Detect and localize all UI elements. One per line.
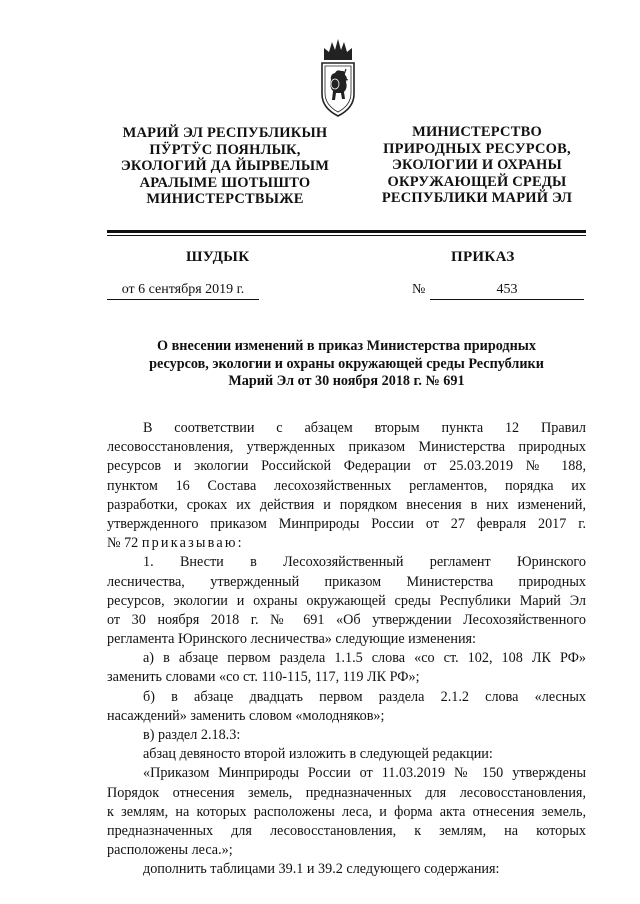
header-mari-line: МИНИСТЕРСТВЫЖЕ — [146, 191, 304, 207]
body-line: В соответствии с абзацем вторым пункта 12 Правил — [143, 420, 586, 436]
body-line: к землям, на которых расположены леса, и форма акта отнесения земель, — [107, 803, 586, 820]
header-russian-line: ОКРУЖАЮЩЕЙ СРЕДЫ — [387, 173, 567, 190]
body-line: ресурсов и экологии Российской Федерации от 25.03.2019 № 188, — [107, 458, 586, 475]
body-line: дополнить таблицами 39.1 и 39.2 следующего содержания: — [143, 861, 500, 878]
body-line: утвержденного приказом Минприроды России от 27 февраля 2017 г. — [107, 515, 586, 532]
body-line: Порядок отнесения земель, предназначенных для лесовосстановления, — [107, 784, 586, 801]
header-mari-line: МАРИЙ ЭЛ РЕСПУБЛИКЫН — [122, 125, 328, 141]
header-mari-line: ЭКОЛОГИЙ ДА ЙЫРВЕЛЫМ — [120, 158, 330, 174]
header-russian — [362, 124, 592, 207]
number-sign: № — [412, 282, 426, 297]
body-text: № 72 — [107, 535, 142, 552]
order-title-line: ресурсов, экологии и охраны окружающей среды Республики — [149, 355, 544, 372]
doc-type-russian: ПРИКАЗ — [451, 249, 515, 265]
header-russian-line: ПРИРОДНЫХ РЕСУРСОВ, — [383, 140, 571, 157]
order-title-line: О внесении изменений в приказ Министерства природных — [157, 338, 536, 354]
coat-of-arms-icon — [318, 36, 358, 120]
body-line: 1. Внести в Лесохозяйственный регламент Юринского — [143, 554, 586, 571]
body-line: разработки, сроках их действия и порядком внесения в них изменений, — [107, 496, 586, 513]
body-line: заменить словами «со ст. 110-115, 117, 119 ЛК РФ»; — [107, 669, 420, 686]
body-line: лесничества, утвержденный приказом Министерства природных — [107, 573, 586, 590]
body-line: ресурсов, экологии и охраны окружающей среды Республики Марий Эл — [107, 592, 586, 609]
body-text-spaced: приказываю: — [141, 535, 244, 552]
body-line: пунктом 16 Состава лесохозяйственных регламентов, порядка их — [107, 477, 586, 494]
body-line: насаждений» заменить словом «молодняков»; — [107, 707, 385, 724]
body-line: лесовосстановления, утвержденных приказом Министерства природных — [107, 439, 586, 456]
body-line: абзац девяносто второй изложить в следующей редакции: — [143, 746, 493, 763]
body-line: а) в абзаце первом раздела 1.1.5 слова «со ст. 102, 108 ЛК РФ» — [143, 650, 586, 667]
document-number: 453 — [430, 282, 584, 300]
header-russian-line: РЕСПУБЛИКИ МАРИЙ ЭЛ — [381, 190, 573, 206]
body-line: «Приказом Минприроды России от 11.03.2019 № 150 утверждены — [143, 765, 586, 782]
header-russian-line: МИНИСТЕРСТВО — [412, 124, 542, 140]
order-title-line: Марий Эл от 30 ноября 2018 г. № 691 — [228, 373, 465, 389]
order-title — [100, 338, 593, 391]
body-line — [107, 534, 586, 553]
body-line: расположены леса.»; — [107, 842, 233, 859]
body-line: предназначенных для лесовосстановления, к землям, на которых — [107, 822, 586, 839]
header-divider-thick — [107, 230, 586, 233]
header-divider-thin — [107, 235, 586, 236]
header-mari-line: АРАЛЫМЕ ШОТЫШТО — [139, 174, 311, 191]
header-russian-line: ЭКОЛОГИИ И ОХРАНЫ — [392, 157, 562, 173]
header-mari-line: ПӰРТӰС ПОЯНЛЫК, — [149, 141, 301, 158]
header-mari — [100, 125, 350, 208]
body-line: б) в абзаце двадцать первом раздела 2.1.2 слова «лесных — [143, 688, 586, 705]
order-body — [107, 419, 586, 880]
body-line: в) раздел 2.18.3: — [143, 727, 241, 743]
document-date: от 6 сентября 2019 г. — [107, 282, 259, 300]
body-line: от 30 ноября 2018 г. № 691 «Об утверждении Лесохозяйственного — [107, 611, 586, 628]
body-line: регламента Юринского лесничества» следующие изменения: — [107, 631, 476, 648]
doc-type-mari: ШУДЫК — [186, 249, 250, 265]
